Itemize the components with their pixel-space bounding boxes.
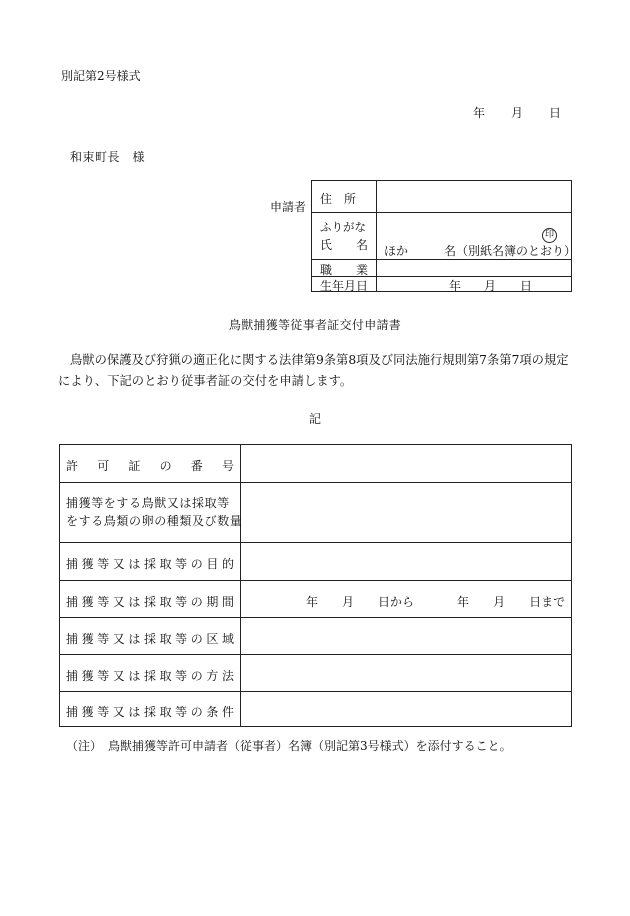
label-char: 域	[221, 632, 234, 646]
others-note: ほか 名（別紙名簿のとおり）	[384, 244, 577, 258]
label-char: 取	[159, 669, 172, 683]
period-from-month: 月	[342, 595, 355, 609]
form-number: 別記第2号様式	[61, 69, 141, 83]
label-char: 等	[175, 595, 188, 609]
footnote: （注） 鳥獣捕獲等許可申請者（従事者）名簿（別記第3号様式）を添付すること。	[66, 739, 512, 753]
label-char: 方	[206, 669, 219, 683]
label-char: 又	[112, 669, 125, 683]
label-char: 期	[206, 595, 219, 609]
birth-day: 日	[520, 279, 533, 293]
period-from-day: 日から	[378, 595, 415, 609]
record-mark: 記	[308, 412, 321, 426]
species-label-line1: 捕獲等をする鳥獣又は採取等	[66, 496, 230, 510]
label-char: 的	[221, 557, 234, 571]
label-char: 等	[97, 595, 110, 609]
label-char: 間	[221, 595, 234, 609]
divider	[60, 580, 571, 581]
name-field[interactable]	[378, 213, 538, 241]
label-char: 又	[112, 705, 125, 719]
body-text-content: 鳥獣の保護及び狩猟の適正化に関する法律第9条第8項及び同法施行規則第7条第7項の規定により、下記のとおり従事者証の交付を申請します。	[58, 353, 569, 388]
label-char: 獲	[81, 557, 94, 571]
divider	[240, 445, 241, 726]
birthdate-label: 生年月日	[320, 279, 369, 293]
main-table	[59, 444, 572, 727]
purpose-label	[66, 555, 234, 572]
label-char: は	[128, 669, 141, 683]
label-char: 等	[97, 557, 110, 571]
label-char: 獲	[81, 595, 94, 609]
label-char: の	[190, 705, 203, 719]
divider	[60, 691, 571, 692]
date-month: 月	[511, 106, 524, 120]
label-char: 又	[112, 632, 125, 646]
label-char: 取	[159, 705, 172, 719]
label-char: は	[128, 632, 141, 646]
label-char: 獲	[81, 669, 94, 683]
label-char: 採	[143, 705, 156, 719]
divider	[60, 542, 571, 543]
divider	[60, 617, 571, 618]
occupation-label: 職 業	[320, 263, 369, 277]
occupation-field[interactable]	[378, 260, 572, 275]
period-label	[66, 593, 234, 610]
label-char: 等	[175, 705, 188, 719]
period-from-year: 年	[306, 595, 319, 609]
birth-year: 年	[449, 279, 462, 293]
label-char: 捕	[66, 595, 79, 609]
label-char: 等	[97, 632, 110, 646]
label-char: 採	[143, 632, 156, 646]
label-char: 等	[175, 669, 188, 683]
label-char: 又	[112, 557, 125, 571]
date-day: 日	[549, 106, 562, 120]
label-char: の	[190, 557, 203, 571]
address-label: 住 所	[320, 192, 357, 206]
label-char: 取	[159, 557, 172, 571]
conditions-label	[66, 703, 234, 720]
date-year: 年	[473, 106, 486, 120]
date-line	[473, 104, 561, 121]
label-char: 捕	[66, 632, 79, 646]
seal-mark: 印	[542, 228, 557, 243]
label-char: 件	[221, 705, 234, 719]
applicant-label: 申請者	[270, 200, 307, 214]
label-char: 取	[159, 632, 172, 646]
permit-number-label	[66, 457, 234, 474]
label-char: 証	[128, 459, 141, 473]
label-char: は	[128, 705, 141, 719]
divider	[376, 181, 377, 291]
label-char: 獲	[81, 632, 94, 646]
label-char: 採	[143, 669, 156, 683]
period-to-day: 日まで	[529, 595, 566, 609]
label-char: 目	[206, 557, 219, 571]
label-char: 許	[66, 459, 79, 473]
body-text	[58, 350, 578, 392]
name-label: 氏 名	[320, 238, 369, 252]
furigana-label: ふりがな	[320, 220, 366, 234]
label-char: 法	[221, 669, 234, 683]
label-char: 採	[143, 557, 156, 571]
label-char: の	[159, 459, 172, 473]
label-char: 取	[159, 595, 172, 609]
label-char: 又	[112, 595, 125, 609]
birth-month: 月	[484, 279, 497, 293]
species-label-line2: をする鳥類の卵の種類及び数量	[66, 514, 243, 528]
label-char: 号	[221, 459, 234, 473]
species-label	[66, 494, 243, 530]
area-label	[66, 630, 234, 647]
label-char: 等	[175, 632, 188, 646]
label-char: の	[190, 669, 203, 683]
label-char: 等	[175, 557, 188, 571]
label-char: 等	[97, 705, 110, 719]
label-char: 捕	[66, 669, 79, 683]
divider	[60, 654, 571, 655]
method-label	[66, 667, 234, 684]
label-char: 捕	[66, 557, 79, 571]
label-char: 獲	[81, 705, 94, 719]
label-char: の	[190, 632, 203, 646]
label-char: は	[128, 595, 141, 609]
period-to-year: 年	[457, 595, 470, 609]
applicant-table	[311, 180, 577, 293]
document-title: 鳥獣捕獲等従事者証交付申請書	[228, 318, 402, 332]
label-char: は	[128, 557, 141, 571]
period-to-month: 月	[493, 595, 506, 609]
label-char: 条	[206, 705, 219, 719]
address-field[interactable]	[378, 181, 572, 211]
label-char: 区	[206, 632, 219, 646]
divider	[60, 482, 571, 483]
period-value	[306, 593, 565, 610]
label-char: 番	[190, 459, 203, 473]
label-char: 可	[97, 459, 110, 473]
label-char: 捕	[66, 705, 79, 719]
label-char: の	[190, 595, 203, 609]
label-char: 等	[97, 669, 110, 683]
addressee: 和束町長 様	[70, 150, 146, 164]
label-char: 採	[143, 595, 156, 609]
